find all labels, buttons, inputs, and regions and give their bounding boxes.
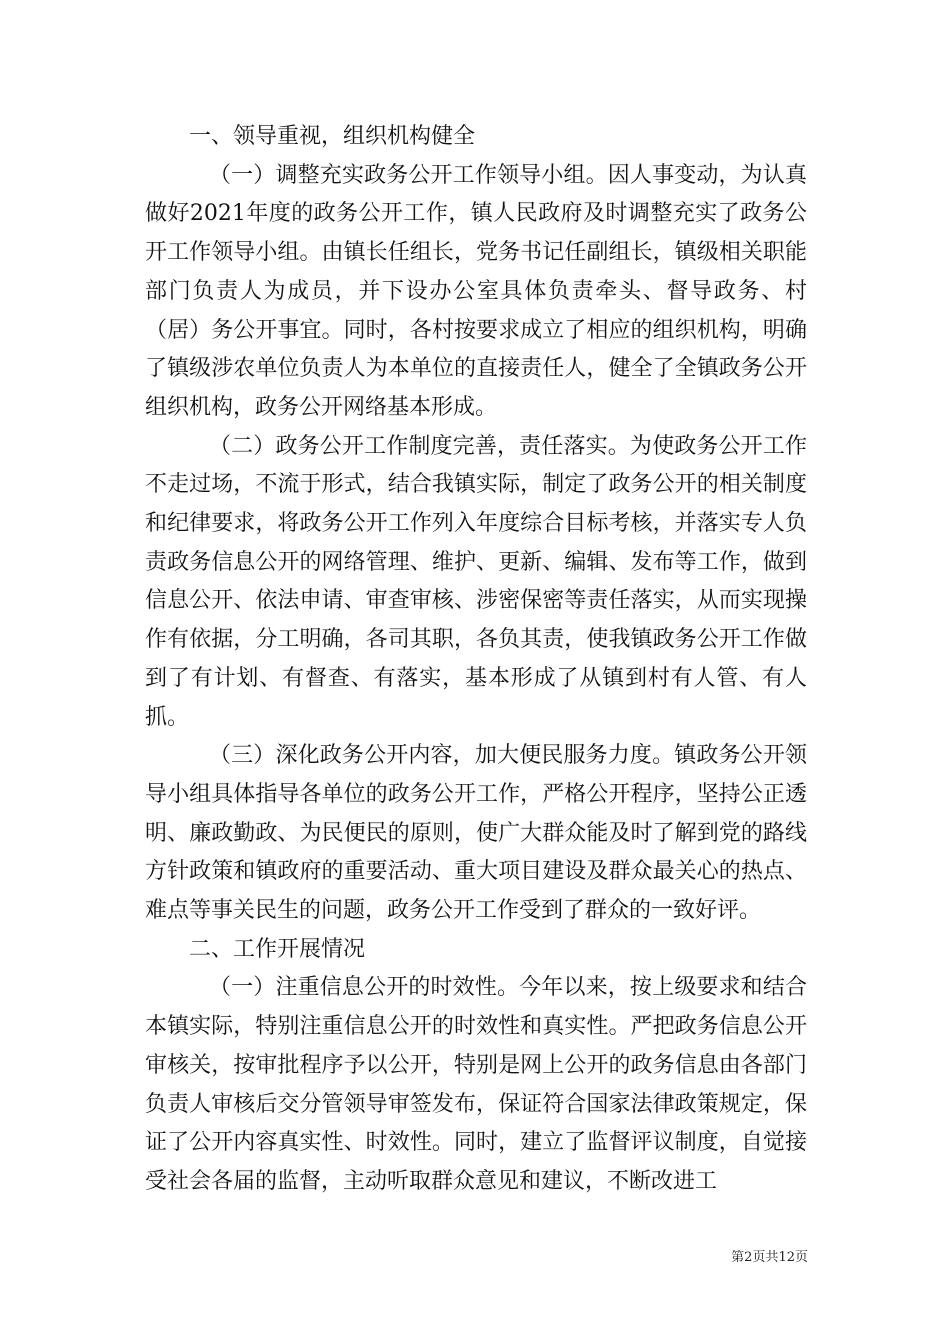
paragraph-3: （三）深化政务公开内容，加大便民服务力度。镇政务公开领导小组具体指导各单位的政务公开工作，严格公开程序，坚持公正透明、廉政勤政、为民便民的原则，使广大群众能及时了解到党的路线方针政策和镇政府的重要活动、重大项目建设及群众最关心的热点、难点等事关民生的问题，政务公开工作受到了群众的一致好评。 xyxy=(145,743,807,924)
document-body xyxy=(145,118,807,1202)
paragraph-1: （一）调整充实政务公开工作领导小组。因人事变动，为认真做好2021年度的政务公开工作，镇人民政府及时调整充实了政务公开工作领导小组。由镇长任组长，党务书记任副组长，镇级相关职能部门负责人为成员，并下设办公室具体负责牵头、督导政务、村（居）务公开事宜。同时，各村按要求成立了相应的组织机构，明确了镇级涉农单位负责人为本单位的直接责任人，健全了全镇政务公开组织机构，政务公开网络基本形成。 xyxy=(145,162,807,420)
paragraph-4: （一）注重信息公开的时效性。今年以来，按上级要求和结合本镇实际，特别注重信息公开的时效性和真实性。严把政务信息公开审核关，按审批程序予以公开，特别是网上公开的政务信息由各部门负责人审核后交分管领导审签发布，保证符合国家法律政策规定，保证了公开内容真实性、时效性。同时，建立了监督评议制度，自觉接受社会各届的监督，主动听取群众意见和建议，不断改进工 xyxy=(145,975,807,1194)
paragraph-2: （二）政务公开工作制度完善，责任落实。为使政务公开工作不走过场，不流于形式，结合我镇实际，制定了政务公开的相关制度和纪律要求，将政务公开工作列入年度综合目标考核，并落实专人负责政务信息公开的网络管理、维护、更新、编辑、发布等工作，做到信息公开、依法申请、审查审核、涉密保密等责任落实，从而实现操作有依据，分工明确，各司其职，各负其责，使我镇政务公开工作做到了有计划、有督查、有落实，基本形成了从镇到村有人管、有人抓。 xyxy=(145,433,807,730)
page-number-footer: 第2页共12页 xyxy=(731,1250,808,1265)
section-heading-1: 一、领导重视，组织机构健全 xyxy=(189,124,476,149)
section-heading-2: 二、工作开展情况 xyxy=(189,936,366,962)
